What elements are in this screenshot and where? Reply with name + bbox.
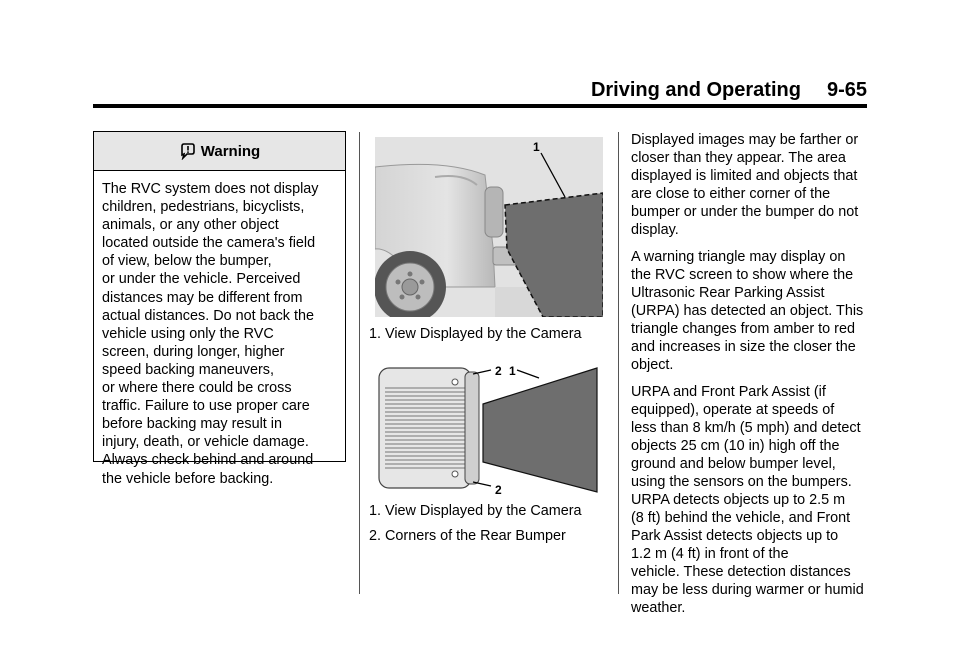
warning-line: children, pedestrians, bicyclists, <box>102 199 305 216</box>
body-line: are close to either corner of the <box>631 186 831 202</box>
warning-line: of view, below the bumper, <box>102 253 272 270</box>
figure1-caption: 1. View Displayed by the Camera <box>369 326 582 342</box>
body-line: URPA and Front Park Assist (if <box>631 384 826 400</box>
body-line: vehicle. These detection distances <box>631 564 851 580</box>
bed-ribs <box>385 388 465 468</box>
body-line: using the sensors on the bumpers. <box>631 474 852 490</box>
body-line: URPA detects objects up to 2.5 m <box>631 492 846 508</box>
warning-line: Always check behind and around <box>102 452 314 469</box>
section-title: Driving and Operating <box>590 79 801 101</box>
warning-line: injury, death, or vehicle damage. <box>102 434 309 451</box>
column-divider-right <box>618 132 619 594</box>
tail-light <box>485 187 503 237</box>
warning-icon <box>179 142 197 160</box>
warning-line: animals, or any other object <box>102 217 279 234</box>
figure-bumper-top-view <box>375 362 603 496</box>
warning-line: located outside the camera's field <box>102 235 316 252</box>
callout-2-bottom: 2 <box>495 483 502 496</box>
figure-rear-camera-view <box>375 137 603 317</box>
body-line: Ultrasonic Rear Parking Assist <box>631 285 825 301</box>
page-header <box>93 79 867 105</box>
body-line: displayed is limited and objects that <box>631 168 858 184</box>
body-line: weather. <box>631 600 686 616</box>
body-paragraph <box>631 131 871 239</box>
warning-line: traffic. Failure to use proper care <box>102 398 310 415</box>
body-line: ground and below bumper level, <box>631 456 836 472</box>
figure2-caption-1: 1. View Displayed by the Camera <box>369 503 582 519</box>
callout-1: 1 <box>533 140 540 154</box>
warning-line: vehicle using only the RVC <box>102 325 274 342</box>
warning-line: screen, during longer, higher <box>102 343 285 360</box>
warning-box <box>93 131 346 487</box>
body-paragraph <box>631 383 871 617</box>
body-line: Park Assist detects objects up to <box>631 528 839 544</box>
body-line: Displayed images may be farther or <box>631 132 859 148</box>
column-divider-left <box>359 132 360 594</box>
warning-line: distances may be different from <box>102 289 303 306</box>
warning-text <box>94 171 345 488</box>
body-line: closer than they appear. The area <box>631 150 846 166</box>
rear-bumper <box>465 372 479 484</box>
camera-field-of-view-top <box>483 368 597 492</box>
body-line: and increases in size the closer the <box>631 339 856 355</box>
body-line: equipped), operate at speeds of <box>631 402 835 418</box>
warning-line: speed backing maneuvers, <box>102 361 274 378</box>
page-number: 9-65 <box>826 79 867 101</box>
body-line: object. <box>631 357 674 373</box>
body-paragraph <box>631 248 871 374</box>
warning-title: Warning <box>200 142 261 160</box>
body-line: objects 25 cm (10 in) high off the <box>631 438 840 454</box>
warning-line: The RVC system does not display <box>102 181 319 197</box>
body-line: may be less during warmer or humid <box>631 582 864 598</box>
body-line: (8 ft) behind the vehicle, and Front <box>631 510 851 526</box>
body-line: the RVC screen to show where the <box>631 267 854 283</box>
warning-header <box>94 132 345 171</box>
body-line: A warning triangle may display on <box>631 249 846 265</box>
warning-line: or under the vehicle. Perceived <box>102 271 301 288</box>
body-line: bumper or under the bumper do not <box>631 204 859 220</box>
header-rule <box>93 104 867 108</box>
body-line: display. <box>631 222 679 238</box>
body-line: triangle changes from amber to red <box>631 321 855 337</box>
right-column-text <box>631 131 871 626</box>
figure2-caption-2: 2. Corners of the Rear Bumper <box>369 528 566 544</box>
callout-1-top: 1 <box>509 364 516 378</box>
warning-line: before backing may result in <box>102 416 282 433</box>
warning-line: or where there could be cross <box>102 380 292 397</box>
warning-line: actual distances. Do not back the <box>102 307 314 324</box>
warning-line: the vehicle before backing. <box>102 470 274 487</box>
callout-2-top: 2 <box>495 364 502 378</box>
body-line: less than 8 km/h (5 mph) and detect <box>631 420 861 436</box>
body-line: (URPA) has detected an object. This <box>631 303 864 319</box>
body-line: 1.2 m (4 ft) in front of the <box>631 546 789 562</box>
